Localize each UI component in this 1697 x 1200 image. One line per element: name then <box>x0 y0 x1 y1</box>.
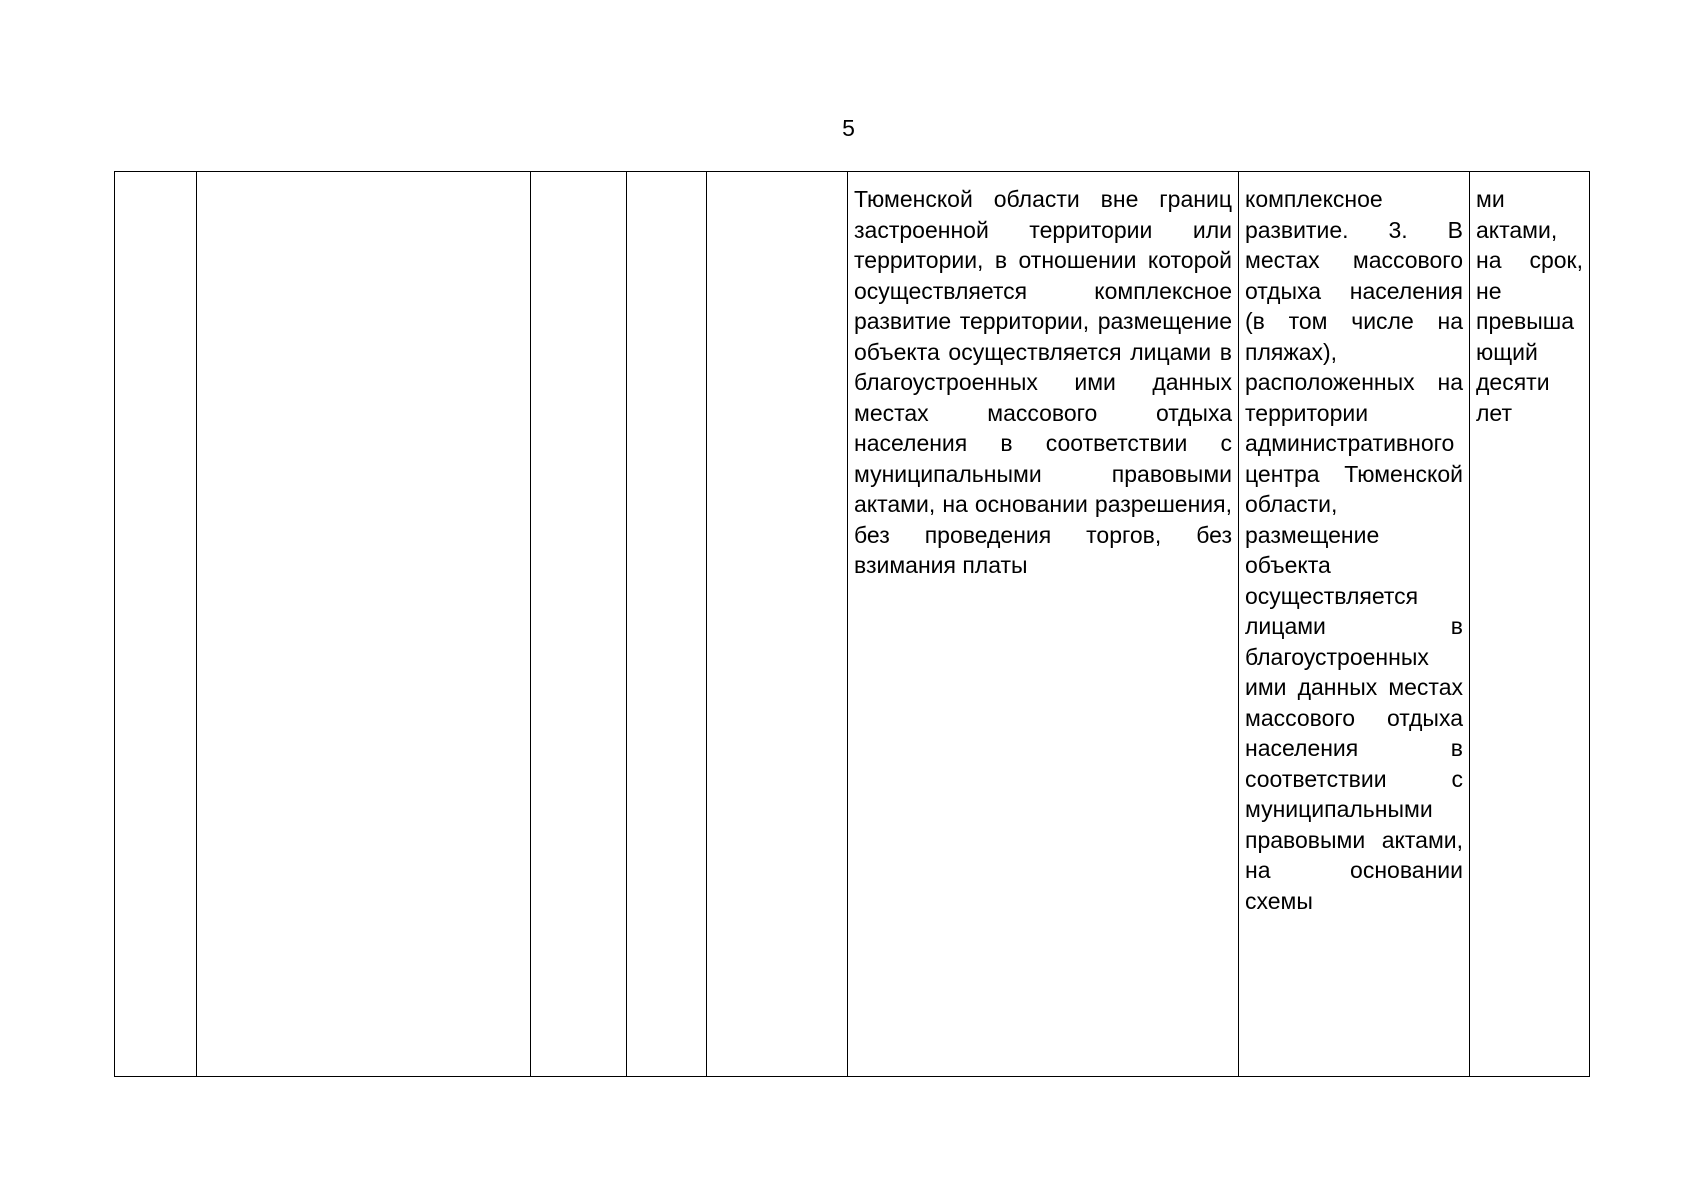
mass-recreation-places-text: комплексное развитие. 3. В местах массового отдыха населения (в том числе на пляжах), расположенных на территории административного центра Тюменской области, размещение объекта осуществляется лицами в благоустроенных ими данных местах массового отдыха населения в соответствии с муниципальными правовыми актами, на основании схемы <box>1245 186 1463 914</box>
placement-conditions-text: Тюменской области вне границ застроенной территории или территории, в отношении которой осуществляется комплексное развитие территории, размещение объекта осуществляется лицами в благоустроенных ими данных местах массового отдыха населения в соответствии с муниципальными правовыми актами, на основании разрешения, без проведения торгов, без взимания платы <box>854 186 1232 578</box>
table-cell-col-3 <box>531 172 627 1077</box>
table-cell-term <box>1470 172 1590 1077</box>
table-row <box>115 172 1590 1077</box>
page-number: 5 <box>842 115 855 141</box>
document-table <box>114 171 1590 1077</box>
table-cell-mass-recreation-places <box>1239 172 1470 1077</box>
table-cell-col-5 <box>707 172 848 1077</box>
table-cell-col-1 <box>115 172 197 1077</box>
table-cell-placement-conditions <box>848 172 1239 1077</box>
table-cell-col-4 <box>627 172 707 1077</box>
term-text: ми актами, на срок, не превышающий десяти лет <box>1476 186 1583 426</box>
table-cell-col-2 <box>197 172 531 1077</box>
